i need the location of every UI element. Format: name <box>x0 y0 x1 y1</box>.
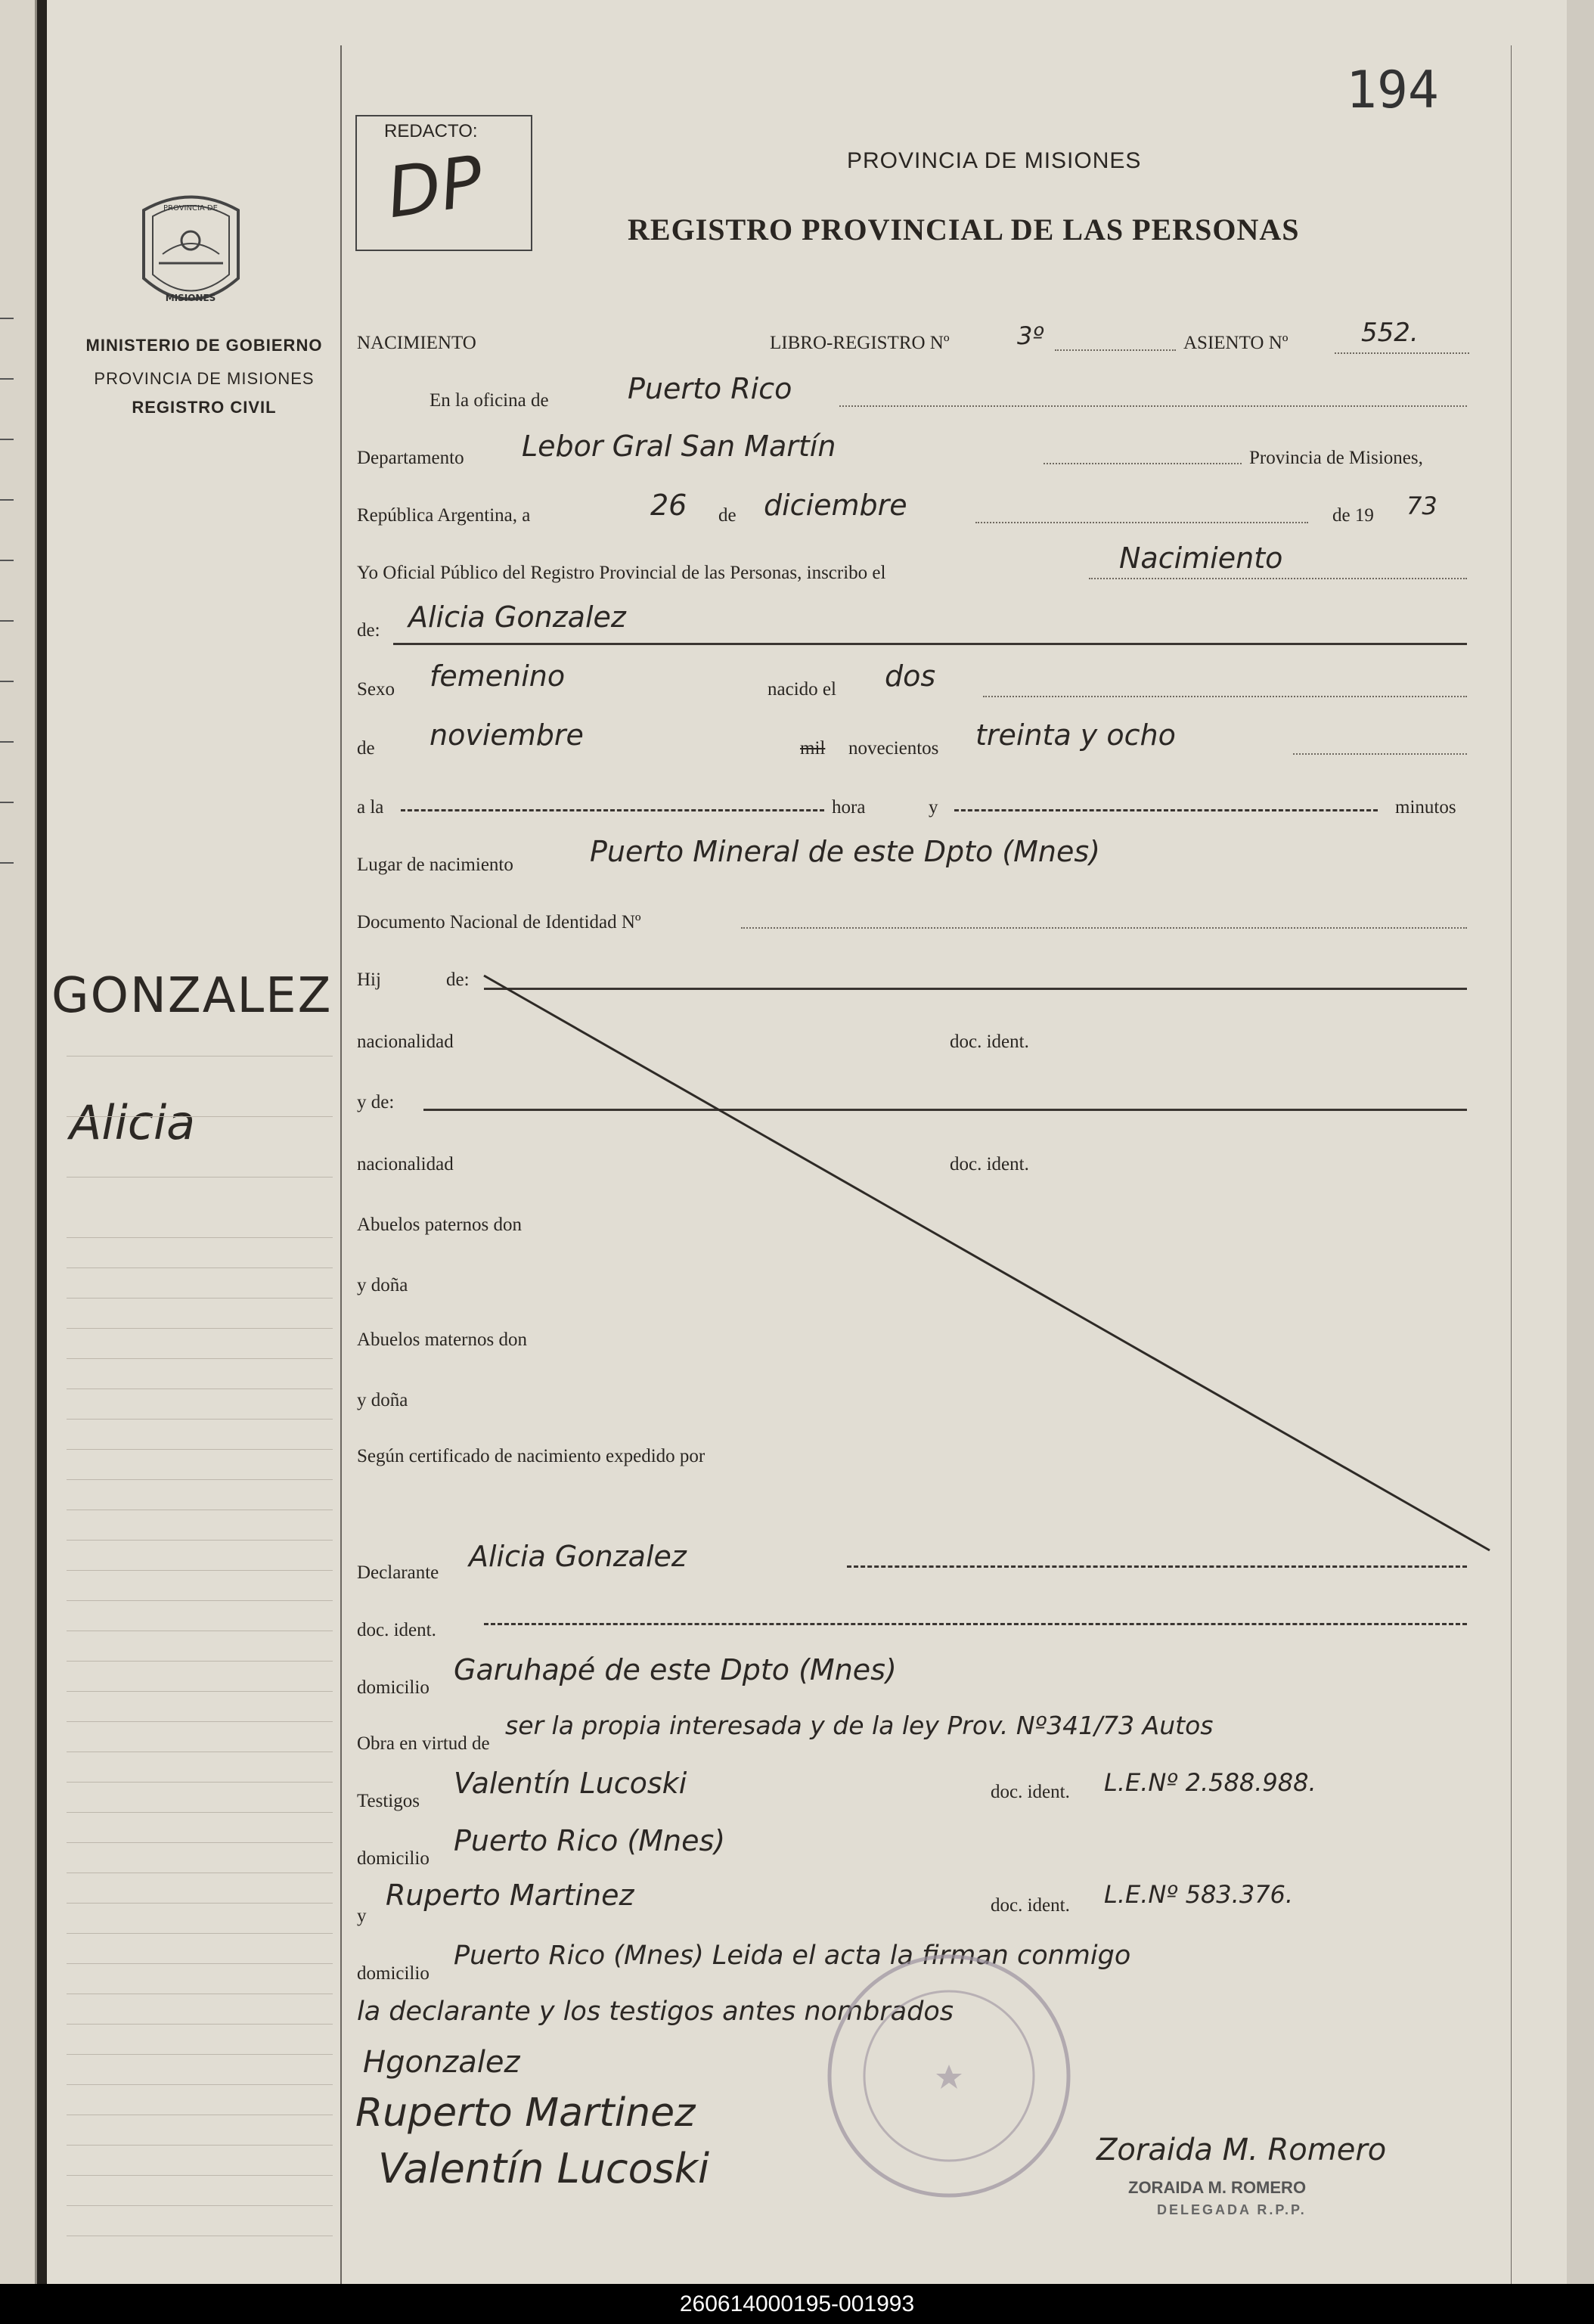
y-label: y <box>929 797 938 818</box>
nacionalidad-label: nacionalidad <box>357 1032 454 1052</box>
sexo-value: femenino <box>430 659 566 693</box>
testigo1-doc-value: L.E.Nº 2.588.988. <box>1104 1768 1316 1797</box>
libro-label: LIBRO-REGISTRO Nº <box>770 333 950 353</box>
domicilio2-value: Puerto Rico (Mnes) <box>454 1824 726 1857</box>
cierre-value: la declarante y los testigos antes nombrados <box>357 1997 954 2027</box>
footer-id: 260614000195-001993 <box>0 2284 1594 2324</box>
declarante-value: Alicia Gonzalez <box>469 1540 687 1573</box>
asiento-value: 552. <box>1361 318 1419 348</box>
anio-label: de 19 <box>1332 505 1374 526</box>
libro-value: 3º <box>1017 321 1044 350</box>
oficina-dots <box>839 405 1467 407</box>
header-province: PROVINCIA DE MISIONES <box>847 148 1142 173</box>
y-de-label: y de: <box>357 1092 395 1112</box>
yo-oficial-dots <box>1089 578 1467 579</box>
page-number: 194 <box>1346 61 1439 120</box>
hij-label: Hij <box>357 970 381 990</box>
sidebar-surname: GONZALEZ <box>51 968 333 1024</box>
abuelos-paternos-label: Abuelos paternos don <box>357 1215 523 1235</box>
mes-nac-prefix-label: de <box>357 738 375 759</box>
departamento-dots <box>1044 463 1242 464</box>
testigo1-value: Valentín Lucoski <box>454 1767 687 1800</box>
oficina-label: En la oficina de <box>430 390 549 411</box>
abuelos-maternos-label: Abuelos maternos don <box>357 1330 527 1350</box>
domicilio-value: Garuhapé de este Dpto (Mnes) <box>454 1653 897 1686</box>
libro-dots <box>1055 349 1176 351</box>
emblem-text-bottom: MISIONES <box>165 293 216 303</box>
minutos-label: minutos <box>1395 797 1456 818</box>
act-type-label: NACIMIENTO <box>357 333 476 353</box>
asiento-dots <box>1335 352 1469 354</box>
obra-label: Obra en virtud de <box>357 1733 490 1754</box>
anio-nac-dots <box>1293 753 1467 755</box>
y-dona-label: y doña <box>357 1275 408 1295</box>
nacido-dots <box>983 696 1467 697</box>
a-la-label: a la <box>357 797 384 818</box>
lugar-label: Lugar de nacimiento <box>357 855 513 875</box>
departamento-label: Departamento <box>357 448 464 468</box>
right-margin-line <box>1511 45 1512 2284</box>
official-stamp-role: DELEGADA R.P.P. <box>1157 2202 1307 2217</box>
mes-value: diciembre <box>764 489 907 522</box>
novecientos-label: novecientos <box>848 738 939 759</box>
testigo1-doc-label: doc. ident. <box>991 1782 1070 1802</box>
yo-oficial-value: Nacimiento <box>1119 541 1283 575</box>
asiento-label: ASIENTO Nº <box>1183 333 1289 353</box>
sidebar-ministry: MINISTERIO DE GOBIERNO <box>85 336 323 355</box>
official-round-stamp <box>824 1951 1074 2201</box>
anio-nac-value: treinta y ocho <box>975 718 1176 752</box>
testigo2-value: Ruperto Martinez <box>386 1879 634 1912</box>
testigo2-doc-label: doc. ident. <box>991 1895 1070 1916</box>
declarante-label: Declarante <box>357 1562 439 1583</box>
official-stamp-name: ZORAIDA M. ROMERO <box>1128 2178 1307 2197</box>
y-dona2-label: y doña <box>357 1390 408 1410</box>
official-signature: Zoraida M. Romero <box>1096 2133 1387 2167</box>
mes-nac-value: noviembre <box>430 718 584 752</box>
mil-label: mil <box>800 738 826 759</box>
strike-diagonal <box>454 960 1497 1565</box>
declarante-dashes <box>847 1565 1467 1568</box>
redacto-initials: DP <box>382 140 488 234</box>
doc-ident3-dashes <box>484 1623 1467 1625</box>
doc-ident3-label: doc. ident. <box>357 1620 436 1640</box>
yo-oficial-label: Yo Oficial Público del Registro Provincial de las Personas, inscribo el <box>357 563 886 583</box>
sidebar-given-name: Alicia <box>70 1095 196 1150</box>
domicilio2-label: domicilio <box>357 1848 430 1869</box>
documento-dots <box>741 927 1467 929</box>
signature-witness-1: Valentín Lucoski <box>378 2145 710 2192</box>
sidebar-registry: REGISTRO CIVIL <box>132 398 277 417</box>
doc-ident2-label: doc. ident. <box>950 1154 1029 1174</box>
nacido-value: dos <box>885 659 936 693</box>
redacto-box <box>355 115 532 251</box>
obra-value: ser la propia interesada y de la ley Prov. Nº341/73 Autos <box>505 1711 1214 1740</box>
right-page-edge <box>1567 0 1594 2284</box>
departamento-value: Lebor Gral San Martín <box>522 430 836 463</box>
sidebar-province: PROVINCIA DE MISIONES <box>94 369 315 388</box>
redacto-label: REDACTO: <box>384 121 478 141</box>
y2-label: y <box>357 1906 367 1926</box>
hora-label: hora <box>832 797 866 818</box>
sidebar-ruled-lines <box>0 0 340 2284</box>
domicilio-label: domicilio <box>357 1677 430 1698</box>
provincia-suffix: Provincia de Misiones, <box>1249 448 1423 468</box>
signature-witness-2: Ruperto Martinez <box>355 2090 696 2136</box>
domicilio3-value: Puerto Rico (Mnes) Leida el acta la firman conmigo <box>454 1941 1131 1971</box>
documento-label: Documento Nacional de Identidad Nº <box>357 912 641 932</box>
emblem-text-top: PROVINCIA DE <box>163 204 218 213</box>
signature-declarante: Hgonzalez <box>363 2045 520 2080</box>
nombre-value: Alicia Gonzalez <box>408 600 626 634</box>
doc-ident-label: doc. ident. <box>950 1032 1029 1052</box>
nombre-underline <box>393 643 1467 645</box>
testigo2-doc-value: L.E.Nº 583.376. <box>1104 1880 1294 1909</box>
anio-value: 73 <box>1406 492 1437 520</box>
dia-value: 26 <box>650 489 687 522</box>
republica-label: República Argentina, a <box>357 505 531 526</box>
mes-dots <box>975 522 1308 523</box>
sexo-label: Sexo <box>357 679 395 700</box>
segun-label: Según certificado de nacimiento expedido por <box>357 1446 706 1466</box>
lugar-value: Puerto Mineral de este Dpto (Mnes) <box>590 835 1101 868</box>
testigos-label: Testigos <box>357 1791 420 1811</box>
nacido-label: nacido el <box>768 679 836 700</box>
nombre-prefix-label: de: <box>357 620 380 641</box>
hij-de-label: de: <box>446 970 470 990</box>
header-registry: REGISTRO PROVINCIAL DE LAS PERSONAS <box>628 213 1300 247</box>
de-label: de <box>718 505 737 526</box>
minutos-dashes <box>954 809 1378 811</box>
domicilio3-label: domicilio <box>357 1963 430 1984</box>
oficina-value: Puerto Rico <box>628 372 792 405</box>
nacionalidad2-label: nacionalidad <box>357 1154 454 1174</box>
hora-dashes <box>401 809 824 811</box>
